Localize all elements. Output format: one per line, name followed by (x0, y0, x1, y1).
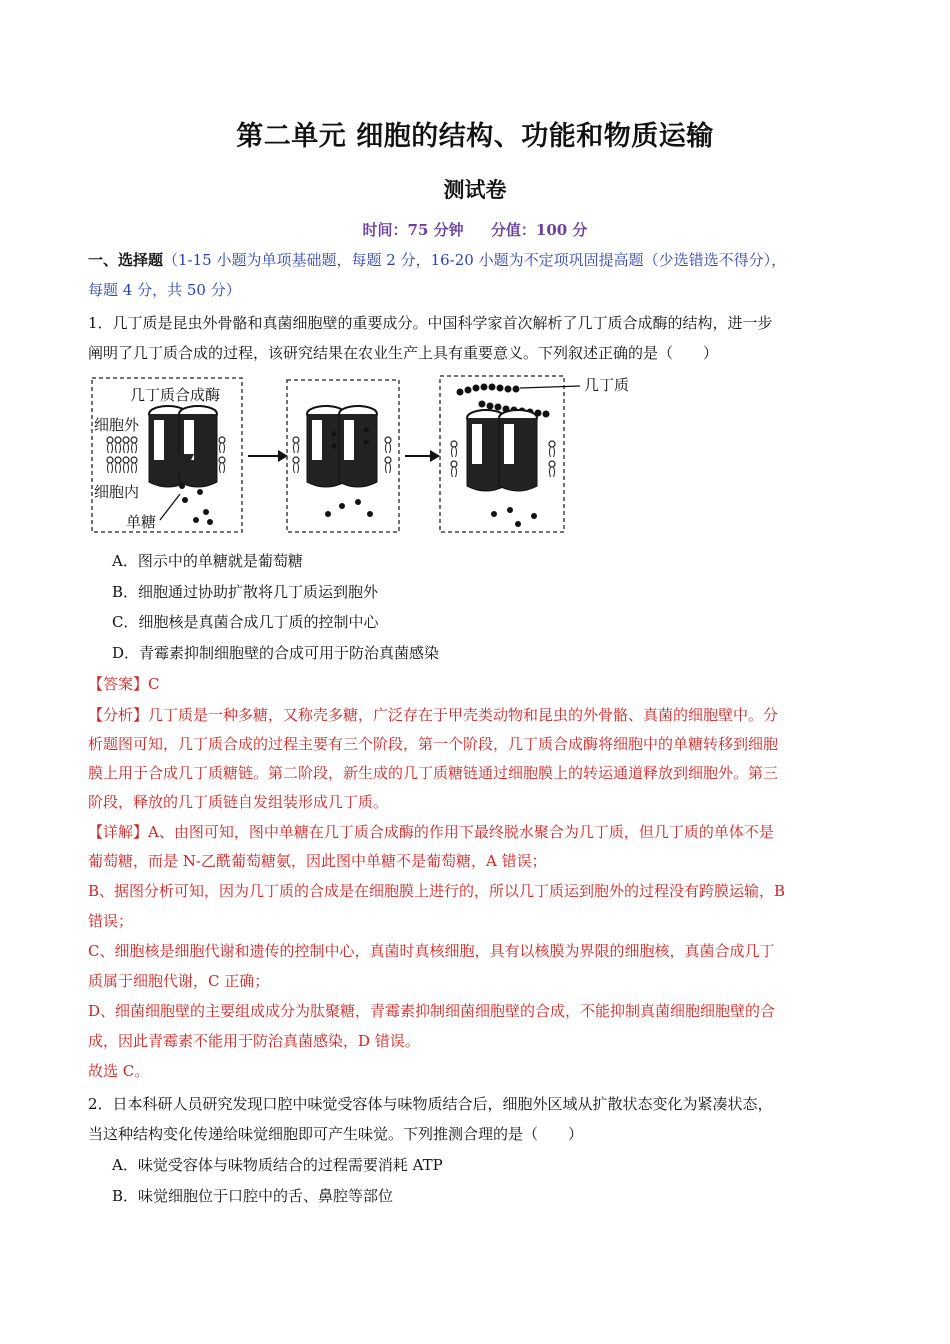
label-enzyme: 几丁质合成酶 (130, 388, 221, 404)
detail-tag: 【详解】 (88, 823, 149, 841)
q1-stem-line2: 阐明了几丁质合成的过程，该研究结果在农业生产上具有重要意义。下列叙述正确的是（ ） (88, 344, 719, 362)
section-heading-line (88, 250, 868, 270)
exam-meta (0, 219, 950, 240)
q1-detail-line6: 质属于细胞代谢，C 正确； (88, 972, 270, 990)
answer-tag: 【答案】 (88, 675, 149, 693)
q1-detail-line1 (88, 822, 868, 842)
q1-detail-line8: 成，因此青霉素不能用于防治真菌感染，D 错误。 (88, 1032, 420, 1050)
label-chitin: 几丁质 (584, 378, 630, 394)
analysis-text: 几丁质是一种多糖，又称壳多糖，广泛存在于甲壳类动物和昆虫的外骨骼、真菌的细胞壁中。分 (148, 706, 779, 724)
q2-stem-line1: 2．日本科研人员研究发现口腔中味觉受容体与味物质结合后，细胞外区域从扩散状态变化为紧凑状态， (88, 1095, 773, 1113)
q1-answer (88, 674, 868, 694)
q1-analysis-line3: 膜上用于合成几丁质糖链。第二阶段，新生成的几丁质糖链通过细胞膜上的转运通道释放到细胞外。第三 (88, 764, 779, 782)
exam-score: 分值：100 分 (490, 221, 588, 239)
chitin-synthesis-figure (90, 374, 650, 536)
q1-option-d: D．青霉素抑制细胞壁的合成可用于防治真菌感染 (112, 644, 440, 662)
q1-analysis-line2: 析题图可知，几丁质合成的过程主要有三个阶段，第一个阶段，几丁质合成酶将细胞中的单糖转移到细胞 (88, 735, 779, 753)
label-outside: 细胞外 (94, 418, 140, 434)
q1-option-b: B．细胞通过协助扩散将几丁质运到胞外 (112, 583, 379, 601)
answer-value: C (148, 675, 160, 693)
q1-detail-line2: 葡萄糖，而是 N-乙酰葡萄糖氨，因此图中单糖不是葡萄糖，A 错误； (88, 852, 547, 870)
exam-time: 时间：75 分钟 (362, 221, 464, 239)
page-title: 第二单元 细胞的结构、功能和物质运输 (236, 121, 714, 152)
q1-detail-line5: C、细胞核是细胞代谢和遗传的控制中心，真菌时真核细胞，具有以核膜为界限的细胞核，真菌合成几丁 (88, 942, 775, 960)
detail-text: A、由图可知，图中单糖在几丁质合成酶的作用下最终脱水聚合为几丁质，但几丁质的单体不是 (148, 823, 774, 841)
section-note-cont: 每题 4 分，共 50 分） (88, 281, 241, 299)
q1-detail-line3: B、据图分析可知，因为几丁质的合成是在细胞膜上进行的，所以几丁质运到胞外的过程没有跨膜运输，B (88, 882, 786, 900)
q1-analysis-line4: 阶段，释放的几丁质链自发组装形成几丁质。 (88, 793, 389, 811)
page-subtitle: 测试卷 (443, 178, 507, 202)
q1-detail-line7: D、细菌细胞壁的主要组成成分为肽聚糖，青霉素抑制细菌细胞壁的合成，不能抑制真菌细胞细胞壁的合 (88, 1002, 776, 1020)
q2-option-b: B．味觉细胞位于口腔中的舌、鼻腔等部位 (112, 1187, 394, 1205)
q1-conclusion: 故选 C。 (88, 1062, 150, 1080)
label-inside: 细胞内 (94, 485, 140, 501)
figure-svg (90, 374, 650, 536)
q2-option-a: A．味觉受容体与味物质结合的过程需要消耗 ATP (112, 1156, 443, 1174)
q1-option-a: A．图示中的单糖就是葡萄糖 (112, 552, 303, 570)
section-note: （1-15 小题为单项基础题，每题 2 分，16-20 小题为不定项巩固提高题（少选错选不得分）， (163, 251, 787, 269)
section-heading: 一、选择题 (88, 251, 164, 269)
q1-detail-line4: 错误； (88, 912, 134, 930)
q1-stem-line1: 1．几丁质是昆虫外骨骼和真菌细胞壁的重要成分。中国科学家首次解析了几丁质合成酶的结构，进一步 (88, 314, 773, 332)
analysis-tag: 【分析】 (88, 706, 149, 724)
q1-option-c: C．细胞核是真菌合成几丁质的控制中心 (112, 613, 379, 631)
label-monosaccharide: 单糖 (126, 515, 157, 531)
q2-stem-line2: 当这种结构变化传递给味觉细胞即可产生味觉。下列推测合理的是（ ） (88, 1125, 584, 1143)
q1-analysis-line1 (88, 705, 868, 725)
